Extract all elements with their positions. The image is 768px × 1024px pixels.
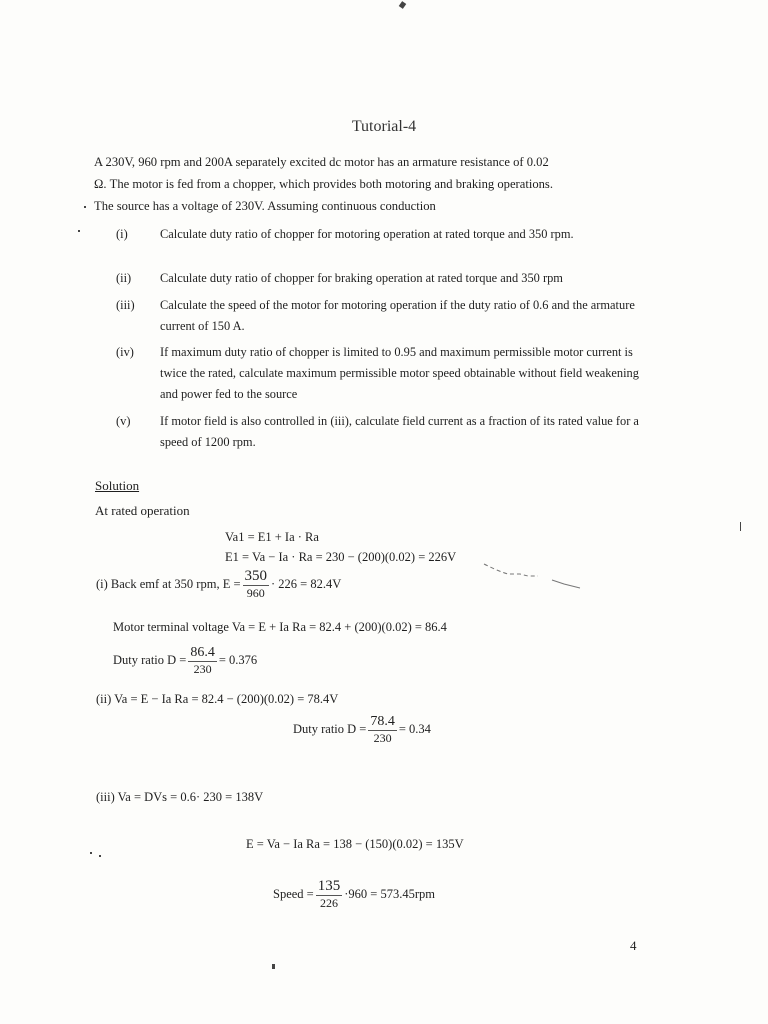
equation-10: [273, 878, 435, 911]
equation-9: E = Va − Ia Ra = 138 − (150)(0.02) = 135V: [246, 837, 464, 851]
denominator: 960: [246, 586, 265, 600]
item-number: (ii): [116, 271, 132, 285]
denominator: 226: [319, 896, 338, 910]
problem-line-3: The source has a voltage of 230V. Assuming continuous conduction: [94, 199, 436, 213]
problem-line-1: A 230V, 960 rpm and 200A separately excited dc motor has an armature resistance of 0.02: [94, 155, 549, 169]
denominator: 230: [373, 731, 392, 745]
numerator: 78.4: [370, 714, 395, 729]
denominator: 230: [193, 662, 212, 676]
equation-8: (iii) Va = DVs = 0.6· 230 = 138V: [96, 790, 264, 804]
item-number: (iv): [116, 345, 134, 359]
equation-7: [293, 713, 431, 746]
item-text: Calculate duty ratio of chopper for braking operation at rated torque and 350 rpm: [160, 271, 563, 285]
scan-speck: [84, 206, 86, 208]
scan-speck: [99, 855, 101, 857]
fraction: [316, 878, 343, 911]
equation-4: Motor terminal voltage Va = E + Ia Ra = 82.4 + (200)(0.02) = 86.4: [113, 620, 447, 634]
page-title: Tutorial-4: [351, 118, 417, 135]
scan-speck: [399, 1, 407, 9]
equation-1: Va1 = E1 + Ia · Ra: [225, 530, 319, 544]
solution-heading: Solution: [95, 478, 140, 493]
item-number: (i): [116, 227, 128, 241]
scan-speck: [90, 852, 92, 854]
item-text: Calculate duty ratio of chopper for motoring operation at rated torque and 350 rpm.: [160, 227, 574, 241]
scan-speck: [272, 964, 275, 969]
equation-6: (ii) Va = E − Ia Ra = 82.4 − (200)(0.02) = 78.4V: [96, 692, 339, 706]
equation-5-suffix: = 0.376: [218, 653, 258, 667]
item-text: If motor field is also controlled in (iii), calculate field current as a fraction of its rated value for a speed of 1200 rpm.: [160, 414, 639, 449]
scan-speck: [740, 522, 741, 531]
equation-3-suffix: · 226 = 82.4V: [271, 577, 342, 591]
equation-7-suffix: = 0.34: [398, 722, 431, 736]
item-text: If maximum duty ratio of chopper is limited to 0.95 and maximum permissible motor current is twice the rated, calculate maximum permissible motor speed obtainable without field weakening and power fed to the source: [160, 345, 639, 401]
pencil-stroke: [480, 560, 590, 596]
fraction: [243, 568, 270, 601]
numerator: 86.4: [190, 645, 215, 660]
item-number: (v): [116, 414, 131, 428]
equation-7-prefix: Duty ratio D =: [293, 722, 367, 736]
equation-3: [96, 568, 341, 601]
item-text: Calculate the speed of the motor for motoring operation if the duty ratio of 0.6 and the armature current of 150 A.: [160, 298, 635, 333]
numerator: 135: [317, 878, 341, 894]
equation-2: E1 = Va − Ia · Ra = 230 − (200)(0.02) = 226V: [225, 550, 457, 564]
page-number: 4: [630, 938, 637, 953]
problem-line-2: Ω. The motor is fed from a chopper, which provides both motoring and braking operations.: [94, 177, 553, 191]
rated-operation-label: At rated operation: [95, 503, 190, 518]
fraction: [188, 644, 217, 677]
scan-speck: [78, 230, 80, 232]
equation-5-prefix: Duty ratio D =: [113, 653, 187, 667]
fraction: [368, 713, 397, 746]
equation-5: [113, 644, 257, 677]
item-number: (iii): [116, 298, 135, 312]
equation-10-suffix: ·960 = 573.45rpm: [344, 887, 435, 901]
numerator: 350: [244, 568, 268, 584]
equation-10-prefix: Speed =: [273, 887, 314, 901]
equation-3-prefix: (i) Back emf at 350 rpm, E =: [96, 577, 241, 591]
